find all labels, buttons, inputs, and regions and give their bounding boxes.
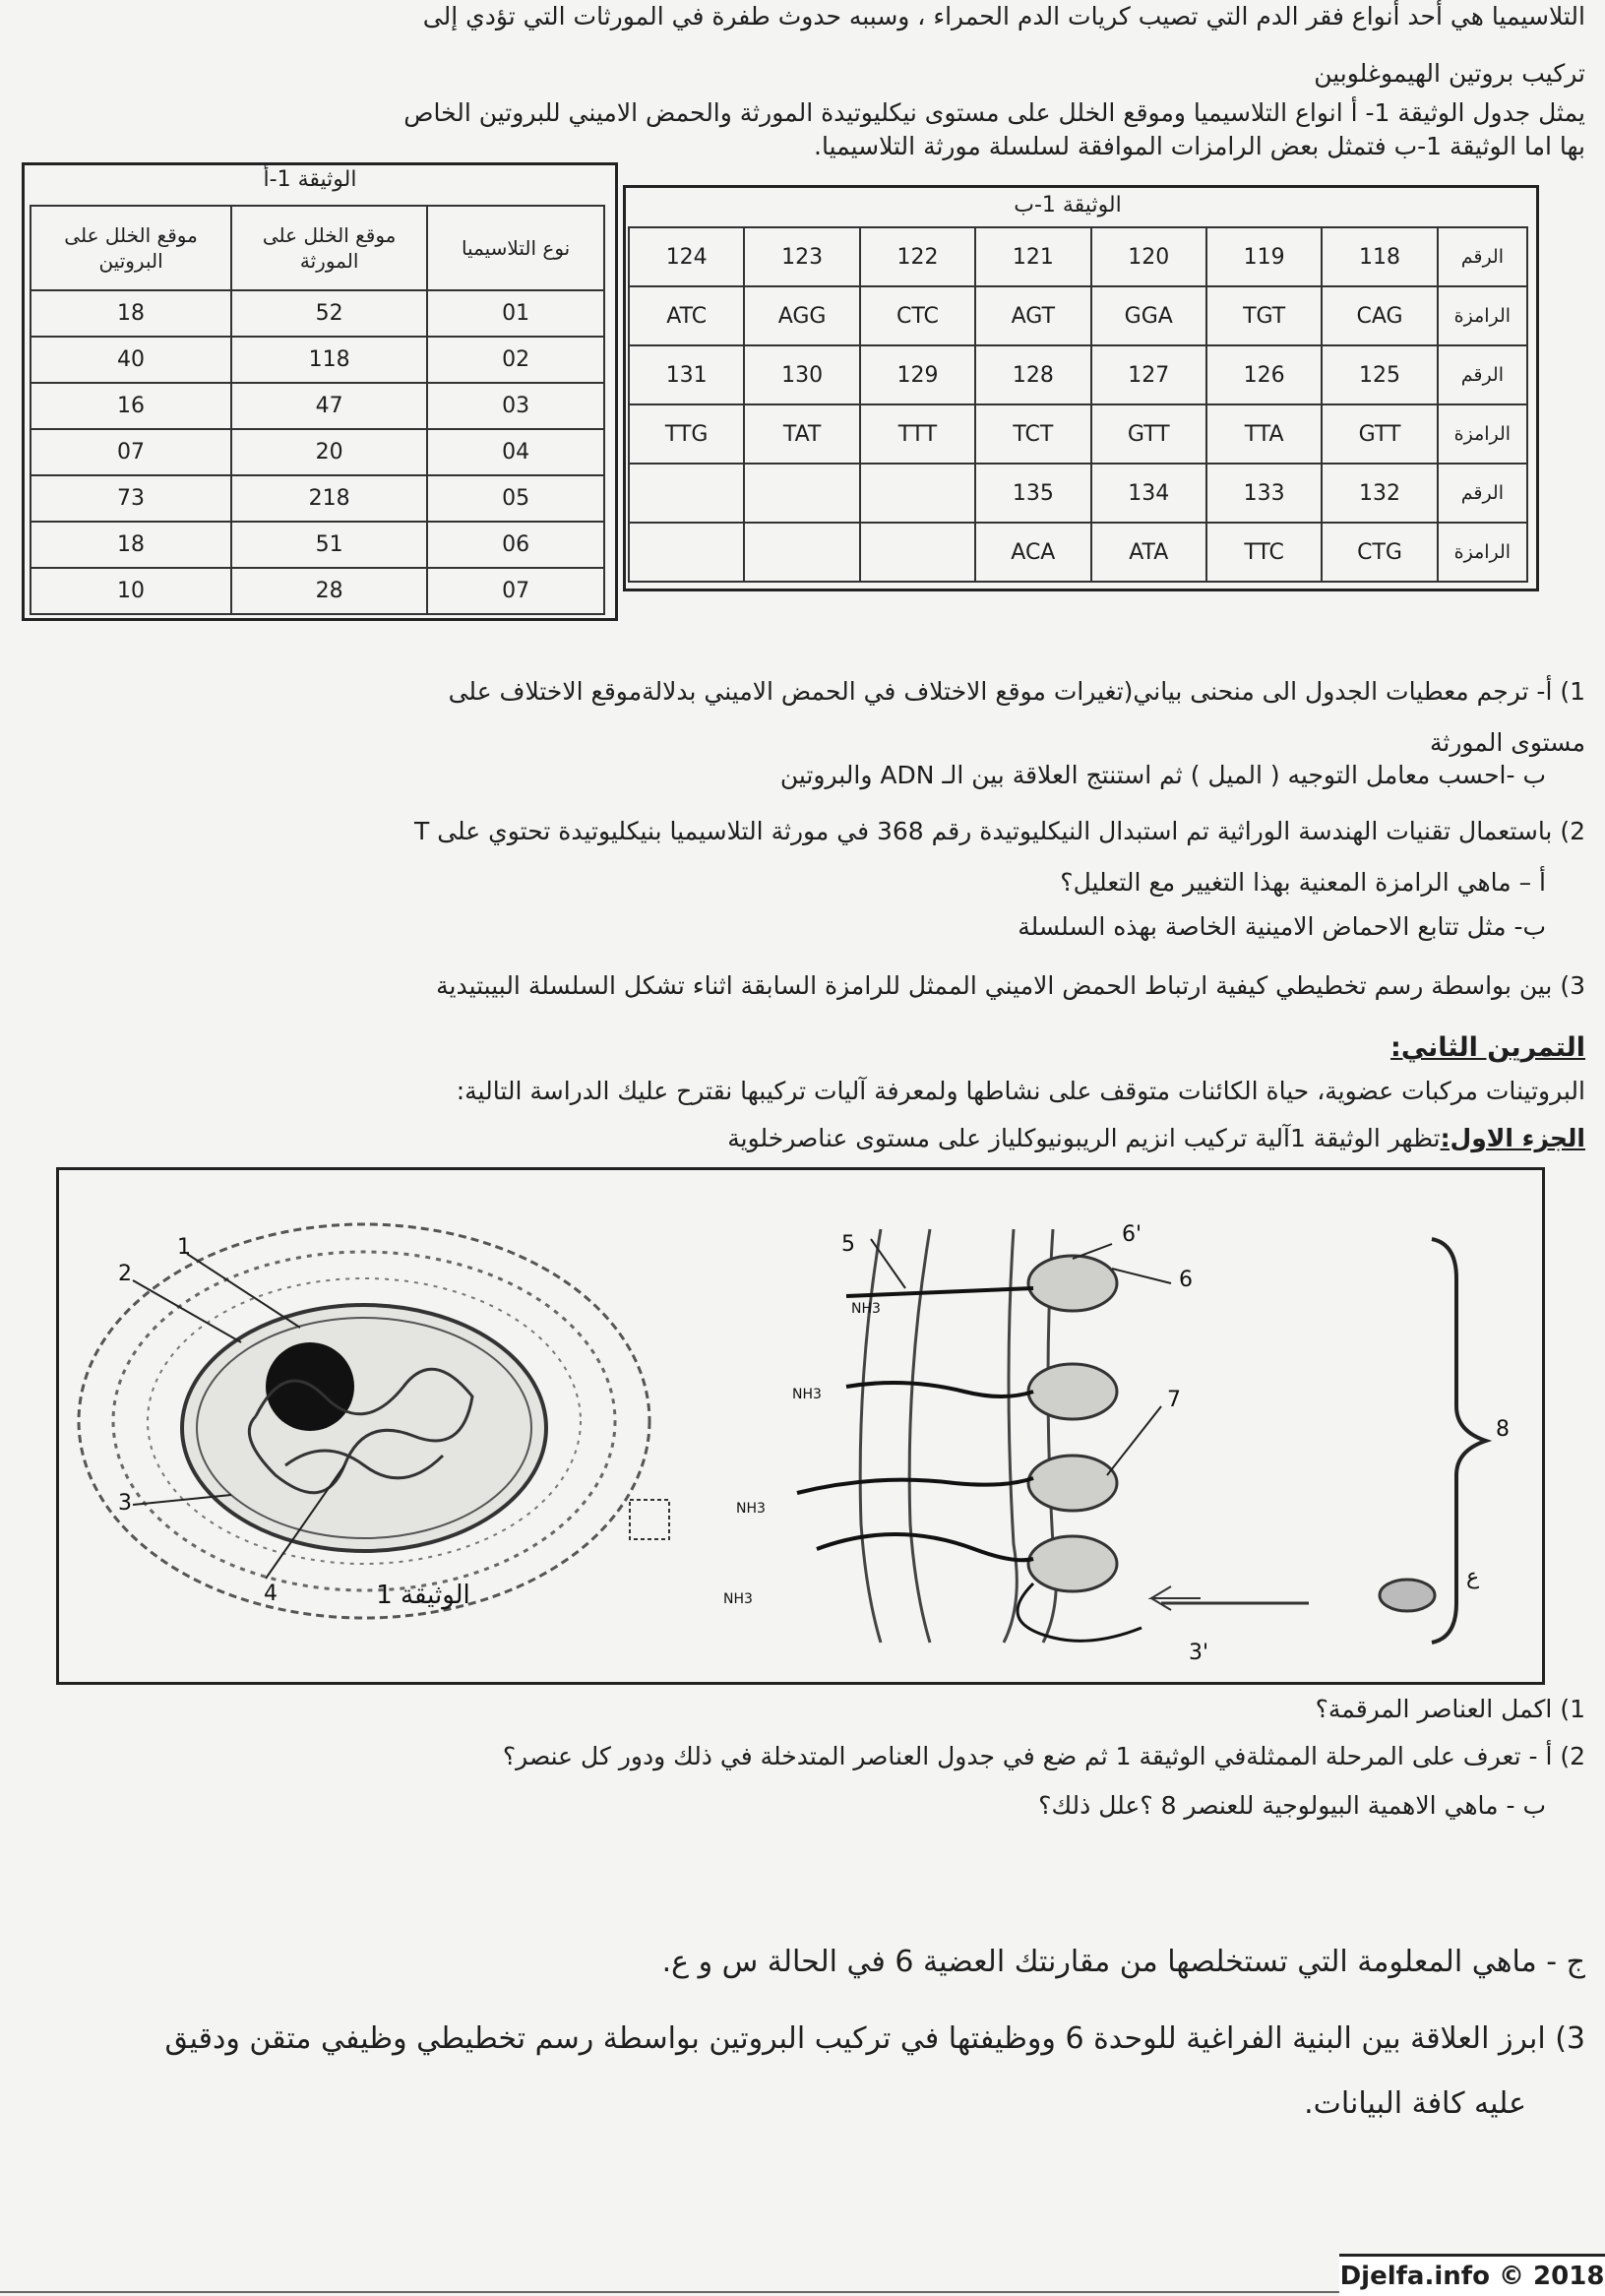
figure-label-6: 6: [1179, 1268, 1193, 1292]
row-label: الرامزة: [1438, 286, 1527, 345]
figure-document-1: [56, 1167, 1545, 1685]
table-cell: 118: [1322, 227, 1437, 286]
row-label: الرقم: [1438, 345, 1527, 404]
question-1b: ب -احسب معامل التوجيه ( الميل ) ثم استنتج العلاقة بين الـ ADN والبروتين: [779, 761, 1546, 789]
table-cell: 20: [231, 429, 427, 475]
table-cell: 123: [744, 227, 859, 286]
exercise-2-title: التمرين الثاني:: [1390, 1032, 1585, 1063]
table-cell: 04: [427, 429, 604, 475]
figure-label-6-prime: 6': [1122, 1222, 1142, 1247]
nh3-label: NH3: [736, 1501, 766, 1517]
table-cell: 01: [427, 290, 604, 337]
table-cell: 16: [31, 383, 231, 429]
table-cell: [744, 523, 859, 582]
table-cell: ATA: [1091, 523, 1206, 582]
part-1-label: الجزء الاول:: [1440, 1124, 1585, 1152]
table-a-header: موقع الخلل على المورثة: [231, 206, 427, 290]
table-cell: TTG: [629, 404, 744, 464]
table-cell: GTT: [1091, 404, 1206, 464]
table-cell: TCT: [975, 404, 1090, 464]
table-cell: TTT: [860, 404, 975, 464]
nh3-label: NH3: [851, 1301, 881, 1317]
table-row: [31, 429, 604, 475]
table-row: [629, 404, 1527, 464]
question-3: 3) بين بواسطة رسم تخطيطي كيفية ارتباط الحمض الاميني الممثل للرامزة السابقة اثناء تشكل السلسلة البيبتيدية: [436, 971, 1585, 1000]
table-row: [31, 568, 604, 614]
table-cell: 130: [744, 345, 859, 404]
table-cell: 10: [31, 568, 231, 614]
table-cell: 07: [31, 429, 231, 475]
table-cell: CTC: [860, 286, 975, 345]
table-cell: 52: [231, 290, 427, 337]
figure-label-3: 3: [118, 1491, 132, 1516]
figure-caption: الوثيقة 1: [376, 1581, 470, 1610]
exercise-2-intro: البروتينات مركبات عضوية، حياة الكائنات متوقف على نشاطها ولمعرفة آليات تركيبها نقترح عليك الدراسة التالية:: [456, 1077, 1585, 1105]
table-cell: 40: [31, 337, 231, 383]
table-cell: 131: [629, 345, 744, 404]
row-label: الرامزة: [1438, 523, 1527, 582]
table-cell: 132: [1322, 464, 1437, 523]
table-cell: 129: [860, 345, 975, 404]
question-2-2a: 2) أ - تعرف على المرحلة الممثلةفي الوثيقة 1 ثم ضع في جدول العناصر المتدخلة في ذلك ودور كل عنصر؟: [502, 1742, 1585, 1770]
table-row: [31, 475, 604, 522]
table-cell: 127: [1091, 345, 1206, 404]
table-cell: 122: [860, 227, 975, 286]
question-2-2c: ج - ماهي المعلومة التي تستخلصها من مقارنتك العضية 6 في الحالة س و ع.: [661, 1945, 1585, 1979]
table-cell: [629, 464, 744, 523]
table-row: [629, 523, 1527, 582]
question-1a-continued: مستوى المورثة: [1429, 728, 1585, 757]
table-cell: GTT: [1322, 404, 1437, 464]
table-row: [31, 522, 604, 568]
question-2a: أ – ماهي الرامزة المعنية بهذا التغيير مع التعليل؟: [1060, 868, 1546, 897]
watermark-footer: Djelfa.info © 2018: [1339, 2254, 1605, 2296]
figure-illustration: [59, 1170, 1542, 1682]
table-cell: 28: [231, 568, 427, 614]
question-1a: 1) أ- ترجم معطيات الجدول الى منحنى بياني(تغيرات موقع الاختلاف في الحمض الاميني بدلالةموقع الاختلاف على: [448, 677, 1585, 706]
table-cell: 126: [1206, 345, 1322, 404]
table-cell: 18: [31, 290, 231, 337]
intro-line-2: تركيب بروتين الهيموغلوبين: [1314, 59, 1585, 88]
table-cell: 07: [427, 568, 604, 614]
table-cell: [744, 464, 859, 523]
table-row: [629, 227, 1527, 286]
table-row: [31, 383, 604, 429]
question-2-2b: ب - ماهي الاهمية البيولوجية للعنصر 8 ؟علل ذلك؟: [1038, 1791, 1546, 1820]
figure-label-ain: ع: [1466, 1565, 1480, 1589]
table-a-header: نوع التلاسيميا: [427, 206, 604, 290]
part-1-text: تظهر الوثيقة 1آلية تركيب انزيم الريبونيوكلياز على مستوى عناصرخلوية: [727, 1124, 1441, 1152]
table-row: [629, 286, 1527, 345]
question-2-3-continued: عليه كافة البيانات.: [1304, 2086, 1526, 2121]
polysome-drawing: [797, 1229, 1486, 1643]
table-cell: 218: [231, 475, 427, 522]
table-cell: 125: [1322, 345, 1437, 404]
table-cell: [860, 523, 975, 582]
figure-label-2: 2: [118, 1262, 132, 1286]
table-cell: ATC: [629, 286, 744, 345]
table-row: [629, 345, 1527, 404]
table-row: [629, 464, 1527, 523]
row-label: الرقم: [1438, 464, 1527, 523]
document-1a-table: [30, 205, 605, 615]
table-cell: 05: [427, 475, 604, 522]
intro-line-3: يمثل جدول الوثيقة 1- أ انواع التلاسيميا وموقع الخلل على مستوى نيكليوتيدة المورثة والحمض الاميني للبروتين الخاص: [403, 98, 1585, 127]
question-2-1: 1) اكمل العناصر المرقمة؟: [1315, 1695, 1585, 1723]
question-2: 2) باستعمال تقنيات الهندسة الوراثية تم استبدال النيكليوتيدة رقم 368 في مورثة التلاسيميا بنيكليوتيدة تحتوي على T: [413, 817, 1585, 845]
document-1b-title: الوثيقة 1-ب: [1014, 193, 1122, 217]
question-2b: ب- مثل تتابع الاحماض الامينية الخاصة بهذه السلسلة: [1018, 912, 1546, 941]
table-cell: 03: [427, 383, 604, 429]
table-cell: 124: [629, 227, 744, 286]
table-cell: 120: [1091, 227, 1206, 286]
nh3-label: NH3: [723, 1591, 753, 1607]
table-cell: 02: [427, 337, 604, 383]
table-cell: TTC: [1206, 523, 1322, 582]
table-cell: 121: [975, 227, 1090, 286]
table-cell: 73: [31, 475, 231, 522]
table-cell: 134: [1091, 464, 1206, 523]
figure-label-1: 1: [177, 1235, 191, 1260]
table-cell: [629, 523, 744, 582]
figure-label-5: 5: [841, 1232, 855, 1257]
table-cell: GGA: [1091, 286, 1206, 345]
table-cell: 47: [231, 383, 427, 429]
intro-line-1: التلاسيميا هي أحد أنواع فقر الدم التي تصيب كريات الدم الحمراء ، وسببه حدوث طفرة في المورثات التي تؤدي إلى: [422, 2, 1585, 31]
figure-label-3-prime: 3': [1189, 1641, 1209, 1665]
cell-drawing: [79, 1224, 669, 1618]
document-1a-title: الوثيقة 1-أ: [263, 167, 357, 192]
table-cell: TAT: [744, 404, 859, 464]
table-cell: 06: [427, 522, 604, 568]
table-cell: 128: [975, 345, 1090, 404]
table-cell: AGG: [744, 286, 859, 345]
table-cell: 135: [975, 464, 1090, 523]
figure-label-4: 4: [264, 1582, 278, 1606]
table-cell: 118: [231, 337, 427, 383]
figure-label-7: 7: [1167, 1388, 1181, 1412]
question-2-3: 3) ابرز العلاقة بين البنية الفراغية للوحدة 6 ووظيفتها في تركيب البروتين بواسطة رسم تخطيطي وظيفي متقن ودقيق: [164, 2021, 1585, 2056]
table-cell: ACA: [975, 523, 1090, 582]
table-cell: 133: [1206, 464, 1322, 523]
part-1-line: [20, 1122, 1585, 1155]
table-cell: TGT: [1206, 286, 1322, 345]
table-cell: 18: [31, 522, 231, 568]
table-cell: CTG: [1322, 523, 1437, 582]
table-cell: [860, 464, 975, 523]
table-row: [31, 337, 604, 383]
table-cell: CAG: [1322, 286, 1437, 345]
table-cell: 51: [231, 522, 427, 568]
table-cell: AGT: [975, 286, 1090, 345]
row-label: الرامزة: [1438, 404, 1527, 464]
table-cell: TTA: [1206, 404, 1322, 464]
figure-label-8: 8: [1496, 1417, 1510, 1442]
nh3-label: NH3: [792, 1387, 822, 1402]
document-1b-table: [628, 226, 1528, 583]
intro-line-4: بها اما الوثيقة 1-ب فتمثل بعض الرامزات الموافقة لسلسلة مورثة التلاسيميا.: [814, 132, 1585, 160]
table-a-header: موقع الخلل على البروتين: [31, 206, 231, 290]
row-label: الرقم: [1438, 227, 1527, 286]
table-cell: 119: [1206, 227, 1322, 286]
table-row: [31, 290, 604, 337]
